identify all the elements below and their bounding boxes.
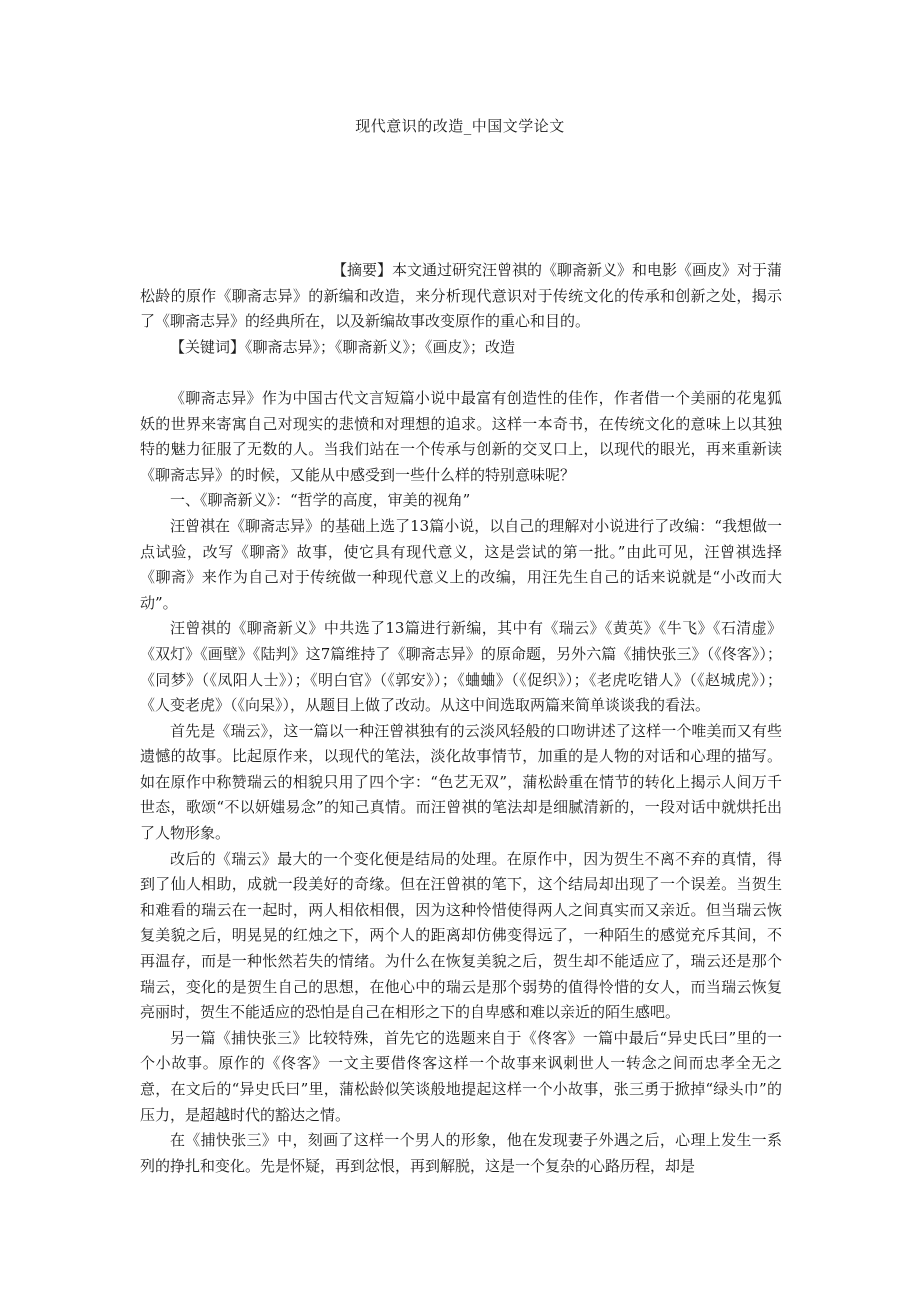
- body-paragraph: 汪曾祺在《聊斋志异》的基础上选了13篇小说，以自己的理解对小说进行了改编：“我想做一点试验，改写《聊斋》故事，使它具有现代意义，这是尝试的第一批。”由此可见，汪曾祺选择《聊斋》来作为自己对于传统做一种现代意义上的改编，用汪先生自己的话来说就是“小改而大动”。: [140, 516, 782, 612]
- document-title: 现代意识的改造_中国文学论文: [355, 117, 565, 135]
- body-paragraph: 首先是《瑞云》，这一篇以一种汪曾祺独有的云淡风轻般的口吻讲述了这样一个唯美而又有些遗憾的故事。比起原作来，以现代的笔法，淡化故事情节，加重的是人物的对话和心理的描写。如在原作中称赞瑞云的相貌只用了四个字：“色艺无双”，蒲松龄重在情节的转化上揭示人间万千世态，歌颂“不以妍媸易念”的知己真情。而汪曾祺的笔法却是细腻清新的，一段对话中就烘托出了人物形象。: [140, 721, 782, 843]
- abstract-paragraph: 【摘要】本文通过研究汪曾祺的《聊斋新义》和电影《画皮》对于蒲松龄的原作《聊斋志异》的新编和改造，来分析现代意识对于传统文化的传承和创新之处，揭示了《聊斋志异》的经典所在，以及新编故事改变原作的重心和目的。: [140, 261, 783, 331]
- document-body: [140, 258, 782, 1179]
- paragraph-spacer: [140, 360, 782, 386]
- section-heading: 一、《聊斋新义》：“哲学的高度，审美的视角”: [170, 491, 471, 510]
- body-paragraph: 《聊斋志异》作为中国古代文言短篇小说中最富有创造性的佳作，作者借一个美丽的花鬼狐妖的世界来寄寓自己对现实的悲愤和对理想的追求。这样一本奇书，在传统文化的意味上以其独特的魅力征服了无数的人。当我们站在一个传承与创新的交叉口上，以现代的眼光，再来重新读《聊斋志异》的时候，又能从中感受到一些什么样的特别意味呢？: [140, 388, 782, 484]
- keywords-paragraph: 【关键词】《聊斋志异》；《聊斋新义》；《画皮》；改造: [170, 337, 516, 356]
- body-paragraph: 改后的《瑞云》最大的一个变化便是结局的处理。在原作中，因为贺生不离不弃的真情，得到了仙人相助，成就一段美好的奇缘。但在汪曾祺的笔下，这个结局却出现了一个误差。当贺生和难看的瑞云在一起时，两人相依相偎，因为这种怜惜使得两人之间真实而又亲近。但当瑞云恢复美貌之后，明晃晃的红烛之下，两个人的距离却仿佛变得远了，一种陌生的感觉充斥其间，不再温存，而是一种怅然若失的情绪。为什么在恢复美貌之后，贺生却不能适应了，瑞云还是那个瑞云，变化的是贺生自己的思想，在他心中的瑞云是那个弱势的值得怜惜的女人，而当瑞云恢复亮丽时，贺生不能适应的恐怕是自己在相形之下的自卑感和难以亲近的陌生感吧。: [140, 849, 782, 1022]
- body-paragraph: 在《捕快张三》中，刻画了这样一个男人的形象，他在发现妻子外遇之后，心理上发生一系列的挣扎和变化。先是怀疑，再到忿恨，再到解脱，这是一个复杂的心路历程，却是: [140, 1131, 782, 1175]
- body-paragraph: 汪曾祺的《聊斋新义》中共选了13篇进行新编，其中有《瑞云》《黄英》《牛飞》《石清虚》《双灯》《画壁》《陆判》这7篇维持了《聊斋志异》的原命题，另外六篇《捕快张三》（《佟客》）；《同梦》（《凤阳人士》）；《明白官》（《郭安》）；《蛐蛐》（《促织》）；《老虎吃错人》（《赵城虎》）；《人变老虎》（《向杲》），从题目上做了改动。从这中间选取两篇来简单谈谈我的看法。: [140, 619, 782, 715]
- body-paragraph: 另一篇《捕快张三》比较特殊，首先它的选题来自于《佟客》一篇中最后“异史氏曰”里的一个小故事。原作的《佟客》一文主要借佟客这样一个故事来讽刺世人一转念之间而忠孝全无之意，在文后的“异史氏曰”里，蒲松龄似笑谈般地提起这样一个小故事，张三勇于掀掉“绿头巾”的压力，是超越时代的豁达之情。: [140, 1028, 782, 1124]
